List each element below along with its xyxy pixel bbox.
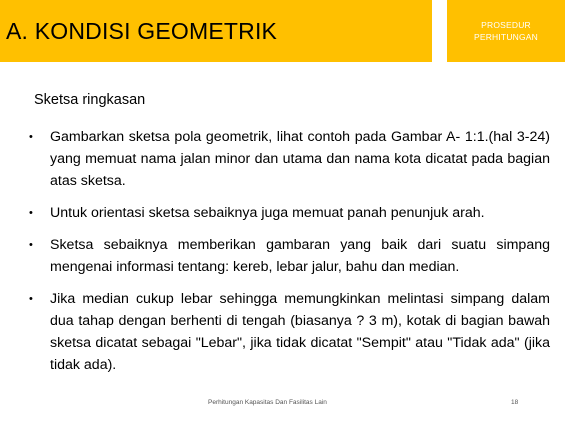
bullet-marker: •	[29, 239, 33, 251]
page-number: 18	[511, 399, 519, 406]
bullet-marker: •	[29, 207, 33, 219]
list-item	[28, 202, 550, 224]
list-item-text: Untuk orientasi sketsa sebaiknya juga memuat panah penunjuk arah.	[50, 205, 485, 221]
bullet-marker: •	[29, 293, 33, 305]
list-item	[28, 126, 550, 192]
bullet-marker: •	[29, 131, 33, 143]
page-title: A. KONDISI GEOMETRIK	[6, 17, 278, 44]
footer-text: Perhitungan Kapasitas Dan Fasilitas Lain	[208, 399, 327, 406]
list-item-text: Gambarkan sketsa pola geometrik, lihat contoh pada Gambar A- 1:1.(hal 3-24) yang memuat nama jalan minor dan utama dan nama kota dicatat pada bagian atas sketsa.	[50, 129, 550, 189]
list-item-text: Sketsa sebaiknya memberikan gambaran yang baik dari suatu simpang mengenai informasi tentang: kereb, lebar jalur, bahu dan median.	[50, 237, 550, 275]
list-item	[28, 288, 550, 376]
section-tag-line2: PERHITUNGAN	[473, 32, 539, 42]
header	[0, 0, 565, 62]
section-subtitle: Sketsa ringkasan	[34, 92, 146, 108]
section-tag	[447, 0, 565, 62]
list-item	[28, 234, 550, 278]
title-banner	[0, 0, 432, 62]
bullet-list	[28, 126, 550, 376]
section-tag-line1: PROSEDUR	[481, 20, 531, 30]
list-item-text: Jika median cukup lebar sehingga memungkinkan melintasi simpang dalam dua tahap dengan berhenti di tengah (biasanya ? 3 m), kotak di bagian bawah sketsa dicatat sebagai "Lebar", jika tidak dicatat "Sempit" atau "Tidak ada" (jika tidak ada).	[50, 291, 550, 373]
